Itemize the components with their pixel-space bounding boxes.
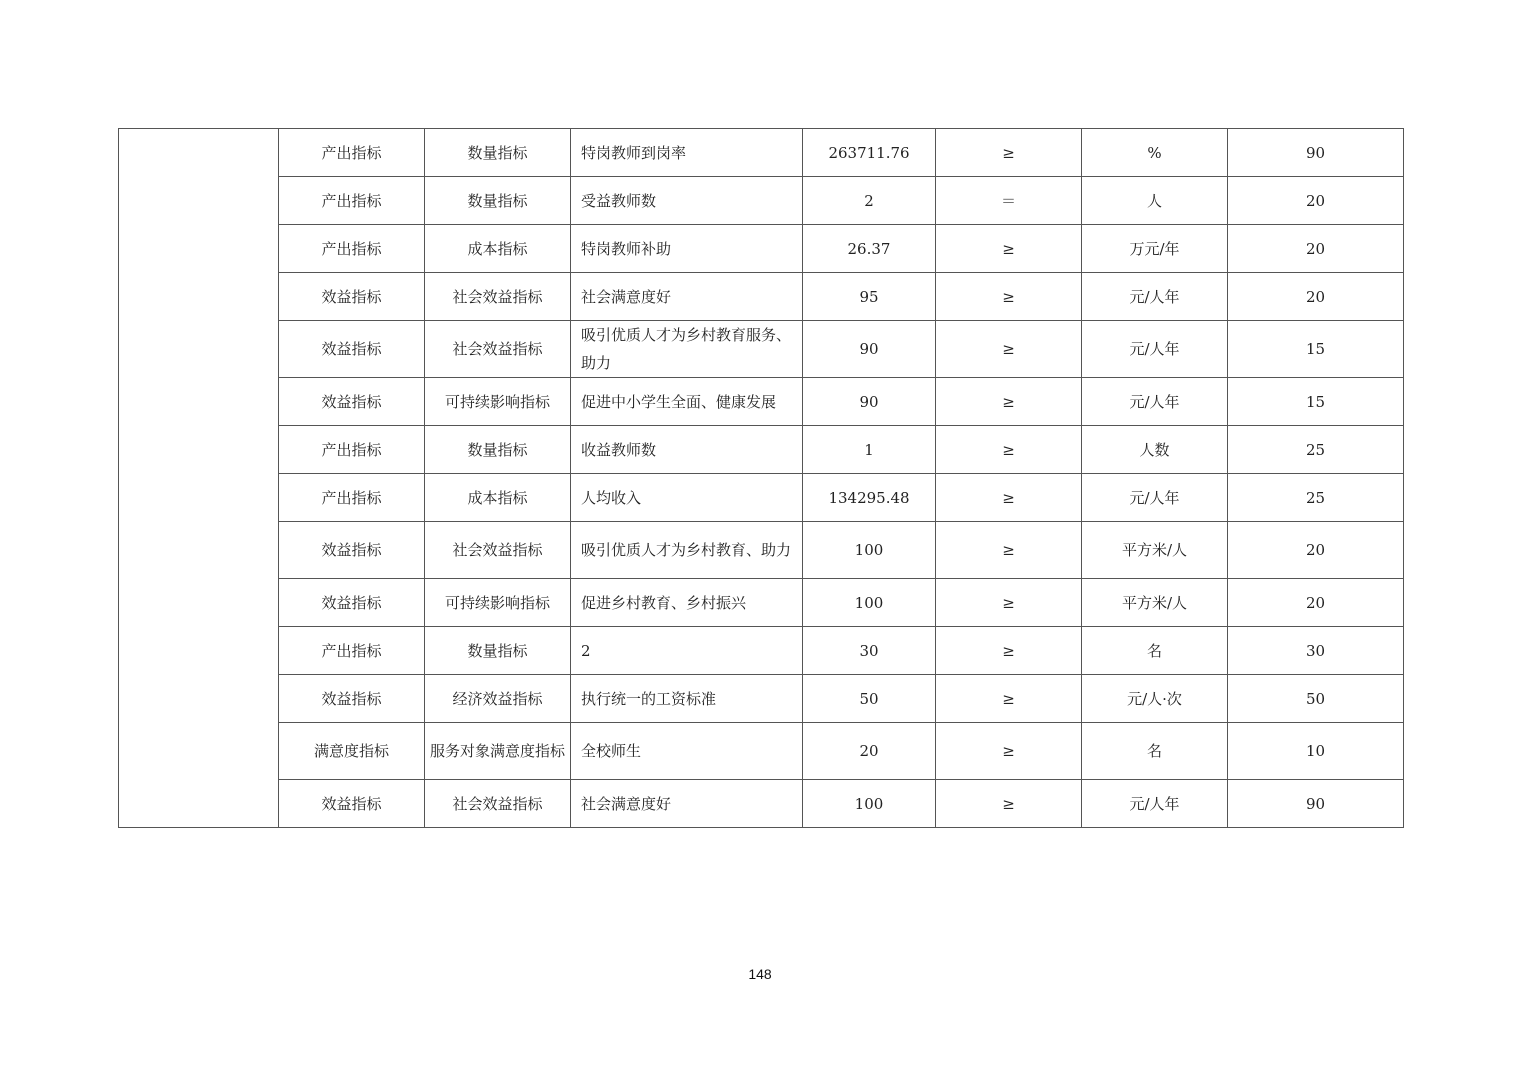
unit-cell: 元/人年 — [1082, 780, 1228, 828]
level3-cell: 人均收入 — [571, 474, 803, 522]
level1-cell: 效益指标 — [279, 579, 425, 627]
score-cell: 50 — [1228, 675, 1404, 723]
table-row — [119, 579, 1404, 627]
level1-cell: 满意度指标 — [279, 723, 425, 780]
operator-cell: ≥ — [936, 627, 1082, 675]
level1-cell: 产出指标 — [279, 627, 425, 675]
score-cell: 10 — [1228, 723, 1404, 780]
value-cell: 134295.48 — [803, 474, 936, 522]
value-cell: 50 — [803, 675, 936, 723]
level1-cell: 效益指标 — [279, 378, 425, 426]
level1-cell: 产出指标 — [279, 177, 425, 225]
level2-cell: 成本指标 — [425, 225, 571, 273]
level3-cell: 收益教师数 — [571, 426, 803, 474]
value-cell: 2 — [803, 177, 936, 225]
level3-cell: 社会满意度好 — [571, 273, 803, 321]
unit-cell: 元/人年 — [1082, 273, 1228, 321]
score-cell: 20 — [1228, 273, 1404, 321]
operator-cell: ≥ — [936, 378, 1082, 426]
table-row — [119, 129, 1404, 177]
score-cell: 30 — [1228, 627, 1404, 675]
operator-cell: ≥ — [936, 780, 1082, 828]
score-cell: 20 — [1228, 225, 1404, 273]
table-row — [119, 426, 1404, 474]
value-cell: 100 — [803, 579, 936, 627]
page-number: 148 — [748, 966, 772, 982]
level3-cell: 2 — [571, 627, 803, 675]
level2-cell: 可持续影响指标 — [425, 378, 571, 426]
level3-cell: 执行统一的工资标准 — [571, 675, 803, 723]
unit-cell: 元/人年 — [1082, 321, 1228, 378]
operator-cell: ≥ — [936, 426, 1082, 474]
level2-cell: 成本指标 — [425, 474, 571, 522]
operator-cell: ≥ — [936, 675, 1082, 723]
score-cell: 20 — [1228, 579, 1404, 627]
unit-cell: 万元/年 — [1082, 225, 1228, 273]
value-cell: 1 — [803, 426, 936, 474]
table-row — [119, 273, 1404, 321]
level2-cell: 服务对象满意度指标 — [425, 723, 571, 780]
unit-cell: 名 — [1082, 723, 1228, 780]
table-row — [119, 627, 1404, 675]
level1-cell: 产出指标 — [279, 474, 425, 522]
operator-cell: ≥ — [936, 273, 1082, 321]
unit-cell: 人 — [1082, 177, 1228, 225]
table-row — [119, 723, 1404, 780]
score-cell: 20 — [1228, 522, 1404, 579]
score-cell: 25 — [1228, 474, 1404, 522]
value-cell: 100 — [803, 780, 936, 828]
operator-cell: ≥ — [936, 522, 1082, 579]
table-row — [119, 225, 1404, 273]
table-row — [119, 321, 1404, 378]
level3-cell: 促进中小学生全面、健康发展 — [571, 378, 803, 426]
score-cell: 15 — [1228, 321, 1404, 378]
level2-cell: 社会效益指标 — [425, 273, 571, 321]
unit-cell: 元/人·次 — [1082, 675, 1228, 723]
table-row — [119, 675, 1404, 723]
value-cell: 95 — [803, 273, 936, 321]
level2-cell: 数量指标 — [425, 627, 571, 675]
level1-cell: 效益指标 — [279, 273, 425, 321]
value-cell: 90 — [803, 321, 936, 378]
level2-cell: 社会效益指标 — [425, 522, 571, 579]
score-cell: 90 — [1228, 780, 1404, 828]
level3-cell: 特岗教师补助 — [571, 225, 803, 273]
value-cell: 100 — [803, 522, 936, 579]
operator-cell: ≥ — [936, 129, 1082, 177]
unit-cell: % — [1082, 129, 1228, 177]
table-row — [119, 474, 1404, 522]
operator-cell: ≥ — [936, 579, 1082, 627]
level2-cell: 经济效益指标 — [425, 675, 571, 723]
merged-blank-cell — [119, 129, 279, 828]
performance-indicator-table — [118, 128, 1404, 828]
level3-cell: 特岗教师到岗率 — [571, 129, 803, 177]
table-row — [119, 780, 1404, 828]
level2-cell: 社会效益指标 — [425, 780, 571, 828]
unit-cell: 平方米/人 — [1082, 522, 1228, 579]
level3-cell: 受益教师数 — [571, 177, 803, 225]
operator-cell: ≥ — [936, 225, 1082, 273]
unit-cell: 元/人年 — [1082, 378, 1228, 426]
table-row — [119, 177, 1404, 225]
level2-cell: 可持续影响指标 — [425, 579, 571, 627]
unit-cell: 人数 — [1082, 426, 1228, 474]
value-cell: 26.37 — [803, 225, 936, 273]
level2-cell: 数量指标 — [425, 426, 571, 474]
value-cell: 263711.76 — [803, 129, 936, 177]
level3-cell: 吸引优质人才为乡村教育服务、助力 — [571, 321, 803, 378]
level2-cell: 数量指标 — [425, 177, 571, 225]
operator-cell: ≥ — [936, 321, 1082, 378]
level3-cell: 吸引优质人才为乡村教育、助力 — [571, 522, 803, 579]
level1-cell: 效益指标 — [279, 780, 425, 828]
level1-cell: 效益指标 — [279, 522, 425, 579]
operator-cell: ≥ — [936, 723, 1082, 780]
table-row — [119, 378, 1404, 426]
level1-cell: 效益指标 — [279, 675, 425, 723]
level3-cell: 全校师生 — [571, 723, 803, 780]
level1-cell: 产出指标 — [279, 225, 425, 273]
operator-cell: ＝ — [936, 177, 1082, 225]
unit-cell: 元/人年 — [1082, 474, 1228, 522]
value-cell: 20 — [803, 723, 936, 780]
score-cell: 25 — [1228, 426, 1404, 474]
value-cell: 30 — [803, 627, 936, 675]
operator-cell: ≥ — [936, 474, 1082, 522]
level2-cell: 数量指标 — [425, 129, 571, 177]
unit-cell: 名 — [1082, 627, 1228, 675]
score-cell: 15 — [1228, 378, 1404, 426]
unit-cell: 平方米/人 — [1082, 579, 1228, 627]
level2-cell: 社会效益指标 — [425, 321, 571, 378]
level1-cell: 效益指标 — [279, 321, 425, 378]
level1-cell: 产出指标 — [279, 129, 425, 177]
score-cell: 90 — [1228, 129, 1404, 177]
value-cell: 90 — [803, 378, 936, 426]
table-row — [119, 522, 1404, 579]
score-cell: 20 — [1228, 177, 1404, 225]
level3-cell: 促进乡村教育、乡村振兴 — [571, 579, 803, 627]
level1-cell: 产出指标 — [279, 426, 425, 474]
level3-cell: 社会满意度好 — [571, 780, 803, 828]
